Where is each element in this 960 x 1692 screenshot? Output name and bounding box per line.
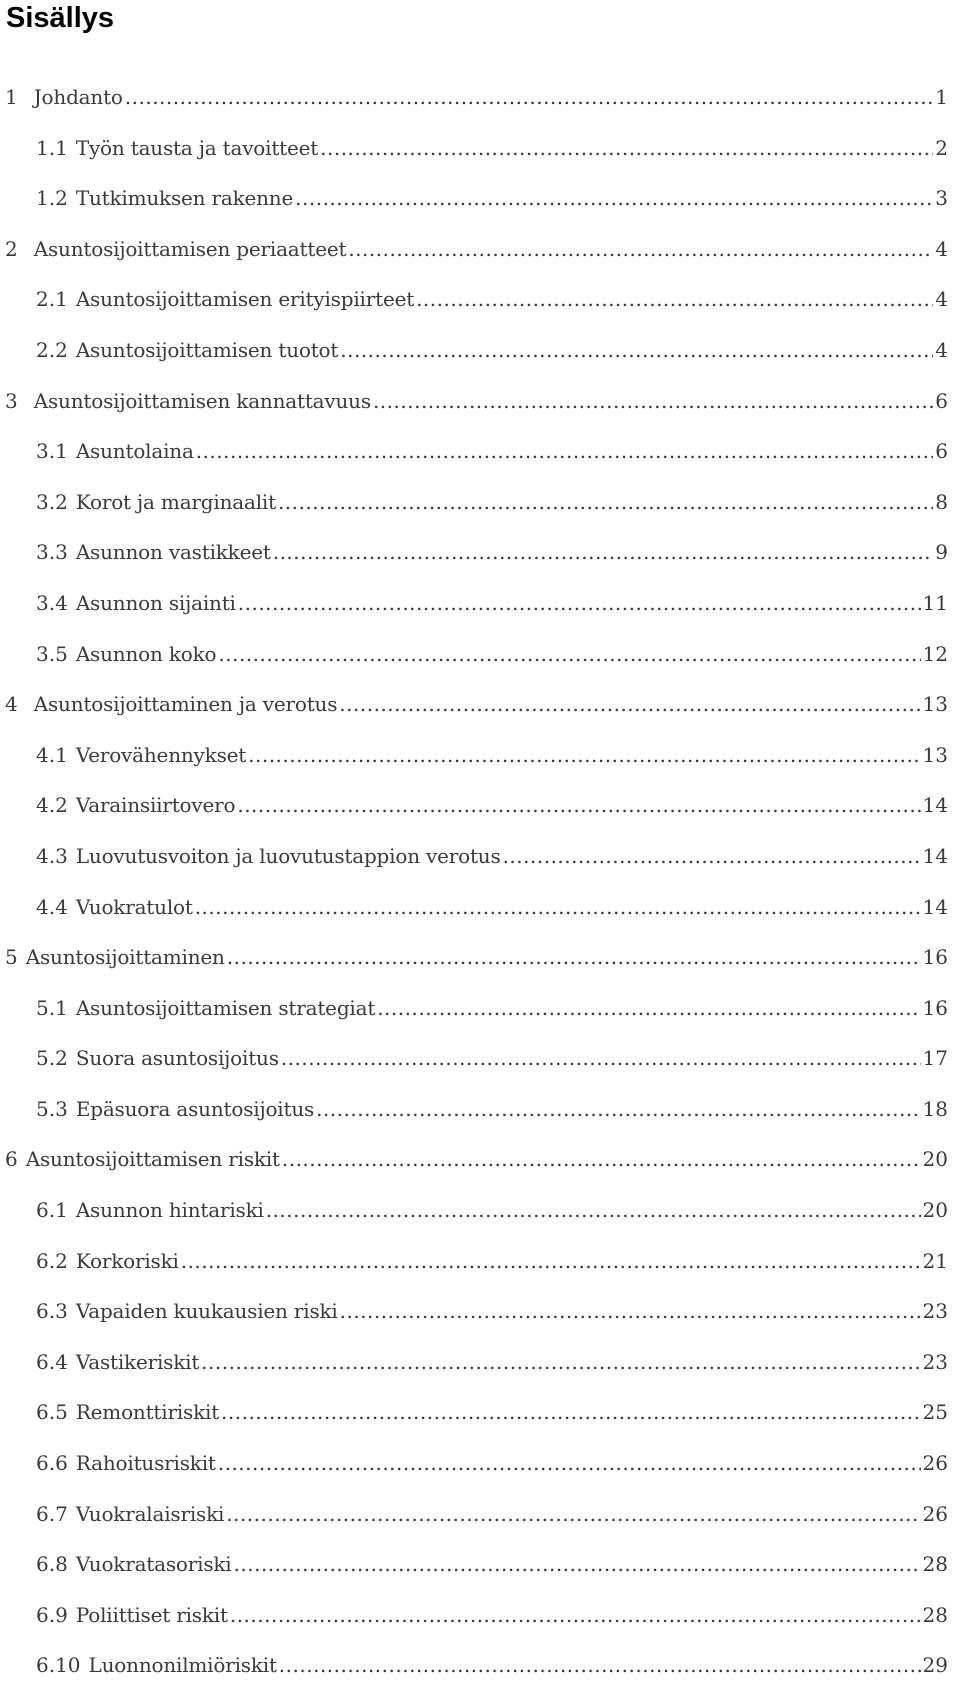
- toc-entry-number: 3.5: [36, 641, 68, 666]
- toc-entry[interactable]: [0, 680, 960, 731]
- toc-entry-link[interactable]: [0, 73, 960, 124]
- toc-entry-link[interactable]: [0, 832, 960, 883]
- toc-entry-label: Epäsuora asuntosijoitus: [75, 1096, 315, 1121]
- toc-entry-label: Asunnon sijainti: [75, 590, 236, 615]
- toc-entry-label: Työn tausta ja tavoitteet: [75, 135, 319, 160]
- toc-entry[interactable]: [0, 528, 960, 579]
- toc-entry-label: Tutkimuksen rakenne: [75, 186, 294, 211]
- toc-entry[interactable]: [0, 225, 960, 276]
- toc-leader-dots: [503, 844, 921, 868]
- toc-entry-number: 4.1: [36, 742, 68, 767]
- toc-entry-page: 16: [922, 995, 948, 1020]
- toc-entry-label: Asuntosijoittamisen periaatteet: [33, 236, 347, 261]
- toc-entry[interactable]: [0, 174, 960, 225]
- toc-entry-link[interactable]: [0, 1439, 960, 1490]
- toc-entry[interactable]: [0, 1641, 960, 1692]
- toc-entry-label: Suora asuntosijoitus: [75, 1046, 279, 1071]
- toc-leader-dots: [416, 287, 933, 311]
- toc-entry-label: Asunnon vastikkeet: [75, 540, 271, 565]
- toc-entry[interactable]: [0, 1439, 960, 1490]
- toc-entry[interactable]: [0, 781, 960, 832]
- toc-entry-number: 6.5: [36, 1400, 68, 1425]
- toc-entry-number: 6.3: [36, 1299, 68, 1324]
- toc-entry[interactable]: [0, 1388, 960, 1439]
- toc-entry-page: 4: [935, 337, 948, 362]
- toc-list: [0, 73, 960, 1692]
- toc-entry-number: 5.1: [36, 995, 68, 1020]
- toc-entry[interactable]: [0, 1186, 960, 1237]
- toc-entry-page: 11: [922, 590, 948, 615]
- toc-entry-page: 17: [922, 1046, 948, 1071]
- toc-entry-number: 6.10: [36, 1653, 81, 1678]
- toc-entry-number: 5.2: [36, 1046, 68, 1071]
- toc-entry-number: 6.1: [36, 1198, 68, 1223]
- toc-entry-label: Remonttiriskit: [75, 1400, 220, 1425]
- toc-leader-dots: [218, 642, 920, 666]
- toc-entry-link[interactable]: [0, 124, 960, 175]
- toc-leader-dots: [279, 1653, 921, 1677]
- toc-entry-number: 4: [5, 692, 18, 717]
- toc-entry-label: Vastikeriskit: [75, 1349, 200, 1374]
- toc-leader-dots: [195, 895, 921, 919]
- toc-leader-dots: [282, 1147, 921, 1171]
- toc-entry-link[interactable]: [0, 528, 960, 579]
- toc-entry-page: 20: [922, 1198, 948, 1223]
- toc-entry-page: 18: [922, 1096, 948, 1121]
- toc-leader-dots: [201, 1350, 920, 1374]
- toc-entry-number: 5: [5, 945, 18, 970]
- toc-entry-link[interactable]: [0, 225, 960, 276]
- toc-leader-dots: [248, 743, 920, 767]
- toc-entry[interactable]: [0, 1591, 960, 1642]
- toc-entry[interactable]: [0, 933, 960, 984]
- toc-entry[interactable]: [0, 832, 960, 883]
- toc-leader-dots: [340, 338, 933, 362]
- toc-entry-link[interactable]: [0, 1490, 960, 1541]
- toc-entry-number: 2: [5, 236, 18, 261]
- toc-leader-dots: [196, 439, 934, 463]
- toc-leader-dots: [295, 186, 933, 210]
- toc-entry-page: 26: [922, 1501, 948, 1526]
- toc-entry-number: 2.1: [36, 287, 68, 312]
- toc-entry-page: 3: [935, 186, 948, 211]
- toc-entry-link[interactable]: [0, 630, 960, 681]
- toc-entry-label: Asuntolaina: [75, 439, 194, 464]
- toc-entry-label: Poliittiset riskit: [75, 1602, 228, 1627]
- toc-entry-number: 3.3: [36, 540, 68, 565]
- toc-entry-number: 6.8: [36, 1552, 68, 1577]
- toc-entry-label: Johdanto: [33, 85, 123, 109]
- toc-leader-dots: [320, 136, 933, 160]
- toc-entry-page: 29: [922, 1653, 948, 1678]
- toc-entry-label: Asunnon hintariski: [75, 1198, 264, 1223]
- toc-leader-dots: [373, 389, 933, 413]
- toc-entry-page: 14: [922, 843, 948, 868]
- toc-entry-number: 2.2: [36, 337, 68, 362]
- toc-entry-page: 20: [922, 1147, 948, 1172]
- toc-entry[interactable]: [0, 1034, 960, 1085]
- toc-leader-dots: [340, 1299, 921, 1323]
- toc-entry[interactable]: [0, 1085, 960, 1136]
- toc-entry-number: 4.3: [36, 843, 68, 868]
- toc-leader-dots: [226, 1502, 920, 1526]
- toc-entry[interactable]: [0, 1540, 960, 1591]
- toc-leader-dots: [234, 1552, 921, 1576]
- toc-entry-link[interactable]: [0, 984, 960, 1035]
- toc-entry-link[interactable]: [0, 377, 960, 428]
- toc-leader-dots: [281, 1046, 921, 1070]
- toc-entry-label: Asuntosijoittaminen: [25, 945, 225, 970]
- toc-leader-dots: [230, 1603, 921, 1627]
- toc-entry-label: Asuntosijoittamisen strategiat: [75, 995, 376, 1020]
- toc-entry-label: Asuntosijoittamisen erityispiirteet: [75, 287, 415, 312]
- toc-entry-page: 13: [922, 742, 948, 767]
- toc-entry-link[interactable]: [0, 1540, 960, 1591]
- toc-entry-label: Vuokratulot: [75, 894, 193, 919]
- toc-entry-number: 3.2: [36, 489, 68, 514]
- toc-entry-page: 23: [922, 1299, 948, 1324]
- toc-leader-dots: [278, 490, 933, 514]
- toc-entry-page: 26: [922, 1451, 948, 1476]
- toc-entry-link[interactable]: [0, 174, 960, 225]
- toc-entry[interactable]: [0, 326, 960, 377]
- toc-entry-page: 16: [922, 945, 948, 970]
- toc-entry-link[interactable]: [0, 1388, 960, 1439]
- toc-entry[interactable]: [0, 275, 960, 326]
- toc-entry-page: 21: [922, 1248, 948, 1273]
- toc-entry-link[interactable]: [0, 1186, 960, 1237]
- toc-entry-link[interactable]: [0, 781, 960, 832]
- toc-entry-number: 3.4: [36, 590, 68, 615]
- toc-entry-link[interactable]: [0, 1287, 960, 1338]
- toc-entry[interactable]: [0, 377, 960, 428]
- toc-entry-page: 13: [922, 692, 948, 717]
- toc-entry-link[interactable]: [0, 1034, 960, 1085]
- toc-entry-number: 6.7: [36, 1501, 68, 1526]
- toc-entry[interactable]: [0, 731, 960, 782]
- toc-entry-link[interactable]: [0, 427, 960, 478]
- toc-entry-number: 1: [5, 85, 18, 109]
- toc-entry[interactable]: [0, 478, 960, 529]
- toc-entry-link[interactable]: [0, 1338, 960, 1389]
- toc-entry-number: 5.3: [36, 1096, 68, 1121]
- toc-entry-page: 8: [935, 489, 948, 514]
- toc-entry-number: 1.2: [36, 186, 68, 211]
- toc-leader-dots: [218, 1451, 921, 1475]
- toc-entry-link[interactable]: [0, 933, 960, 984]
- toc-entry-label: Asunnon koko: [75, 641, 217, 666]
- toc-entry-number: 3: [5, 388, 18, 413]
- toc-entry-number: 3.1: [36, 439, 68, 464]
- toc-entry-link[interactable]: [0, 326, 960, 377]
- toc-entry-link[interactable]: [0, 478, 960, 529]
- toc-entry-link[interactable]: [0, 579, 960, 630]
- toc-entry[interactable]: [0, 883, 960, 934]
- toc-entry[interactable]: [0, 73, 960, 124]
- toc-entry-page: 28: [922, 1602, 948, 1627]
- toc-entry-label: Vuokralaisriski: [75, 1501, 225, 1526]
- toc-entry-label: Asuntosijoittamisen tuotot: [75, 337, 339, 362]
- toc-leader-dots: [266, 1198, 921, 1222]
- toc-entry-page: 4: [935, 236, 948, 261]
- toc-entry-page: 6: [935, 388, 948, 413]
- toc-entry-page: 28: [922, 1552, 948, 1577]
- toc-entry-label: Rahoitusriskit: [75, 1451, 216, 1476]
- toc-entry[interactable]: [0, 1237, 960, 1288]
- toc-entry-label: Vuokratasoriski: [75, 1552, 232, 1577]
- toc-entry-link[interactable]: [0, 1085, 960, 1136]
- toc-entry-page: 6: [935, 439, 948, 464]
- toc-leader-dots: [181, 1249, 921, 1273]
- toc-entry[interactable]: [0, 984, 960, 1035]
- toc-entry-label: Luovutusvoiton ja luovutustappion verotus: [75, 843, 501, 868]
- toc-entry[interactable]: [0, 630, 960, 681]
- toc-entry-link[interactable]: [0, 1591, 960, 1642]
- toc-entry-link[interactable]: [0, 275, 960, 326]
- toc-entry-label: Asuntosijoittamisen riskit: [25, 1147, 280, 1172]
- toc-entry-page: 9: [935, 540, 948, 565]
- toc-entry-page: 14: [922, 894, 948, 919]
- toc-entry[interactable]: [0, 579, 960, 630]
- toc-entry-link[interactable]: [0, 1641, 960, 1692]
- toc-entry-link[interactable]: [0, 883, 960, 934]
- toc-entry-number: 4.2: [36, 793, 68, 818]
- toc-leader-dots: [339, 692, 920, 716]
- toc-entry-page: 14: [922, 793, 948, 818]
- toc-entry-link[interactable]: [0, 1135, 960, 1186]
- toc-entry-label: Asuntosijoittaminen ja verotus: [33, 692, 338, 717]
- toc-leader-dots: [237, 793, 920, 817]
- toc-entry[interactable]: [0, 1287, 960, 1338]
- toc-entry-label: Asuntosijoittamisen kannattavuus: [33, 388, 371, 413]
- toc-entry[interactable]: [0, 427, 960, 478]
- toc-leader-dots: [125, 85, 934, 109]
- toc-leader-dots: [273, 540, 934, 564]
- toc-leader-dots: [227, 945, 921, 969]
- toc-entry-label: Vapaiden kuukausien riski: [75, 1299, 338, 1324]
- toc-entry-number: 6.9: [36, 1602, 68, 1627]
- toc-entry-label: Korkoriski: [75, 1248, 179, 1273]
- toc-title: Sisällys: [6, 2, 115, 34]
- toc-entry-number: 6.2: [36, 1248, 68, 1273]
- toc-entry-page: 4: [935, 287, 948, 312]
- toc-leader-dots: [221, 1400, 921, 1424]
- toc-entry-number: 1.1: [36, 135, 68, 160]
- toc-entry-label: Luonnonilmiöriskit: [88, 1653, 277, 1678]
- toc-entry-link[interactable]: [0, 680, 960, 731]
- toc-leader-dots: [348, 237, 933, 261]
- toc-entry-label: Korot ja marginaalit: [75, 489, 276, 514]
- toc-entry-page: 2: [935, 135, 948, 160]
- toc-entry-page: 23: [922, 1349, 948, 1374]
- toc-entry-link[interactable]: [0, 731, 960, 782]
- toc-entry[interactable]: [0, 1135, 960, 1186]
- toc-entry-link[interactable]: [0, 1237, 960, 1288]
- toc-entry-page: 25: [922, 1400, 948, 1425]
- toc-entry-number: 6.4: [36, 1349, 68, 1374]
- toc-entry[interactable]: [0, 1338, 960, 1389]
- toc-entry[interactable]: [0, 124, 960, 175]
- toc-leader-dots: [377, 996, 920, 1020]
- toc-entry-page: 1: [935, 85, 948, 109]
- toc-entry-number: 6: [5, 1147, 18, 1172]
- toc-entry-page: 12: [922, 641, 948, 666]
- toc-entry-number: 4.4: [36, 894, 68, 919]
- toc-entry-number: 6.6: [36, 1451, 68, 1476]
- toc-leader-dots: [316, 1097, 920, 1121]
- toc-entry-label: Varainsiirtovero: [75, 793, 236, 818]
- toc-entry-label: Verovähennykset: [75, 742, 247, 767]
- toc-entry[interactable]: [0, 1490, 960, 1541]
- toc-leader-dots: [238, 591, 921, 615]
